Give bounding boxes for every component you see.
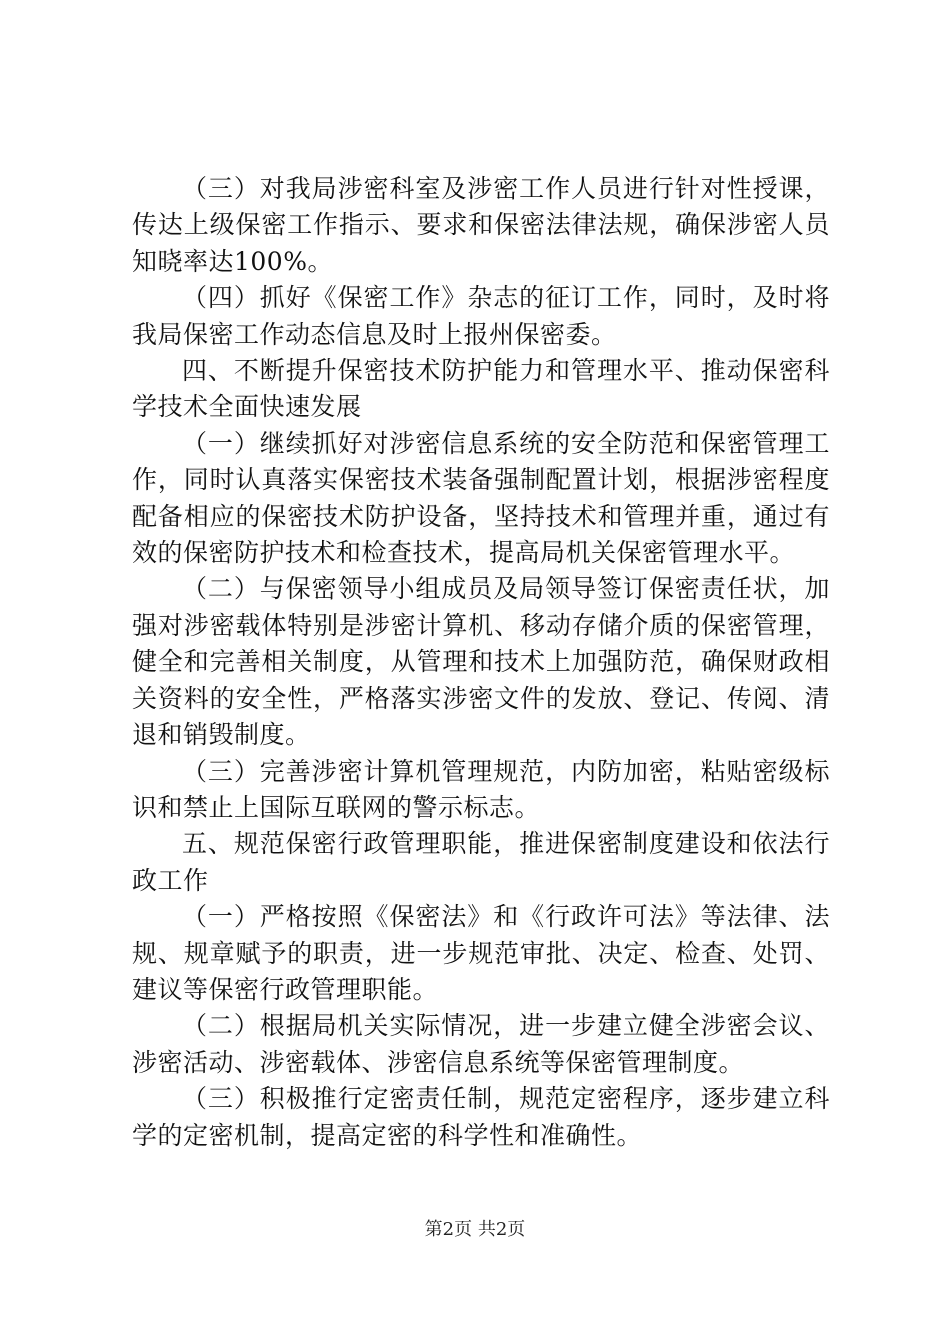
document-body [132, 171, 830, 1154]
paragraph: （三）对我局涉密科室及涉密工作人员进行针对性授课，传达上级保密工作指示、要求和保密法律法规，确保涉密人员知晓率达100%。 [132, 174, 830, 276]
paragraph: （一）继续抓好对涉密信息系统的安全防范和保密管理工作，同时认真落实保密技术装备强制配置计划，根据涉密程度配备相应的保密技术防护设备，坚持技术和管理并重，通过有效的保密防护技术和检查技术，提高局机关保密管理水平。 [132, 428, 830, 568]
page-footer [0, 1215, 950, 1241]
paragraph: （二）根据局机关实际情况，进一步建立健全涉密会议、涉密活动、涉密载体、涉密信息系统等保密管理制度。 [132, 1011, 830, 1077]
paragraph: （三）完善涉密计算机管理规范，内防加密，粘贴密级标识和禁止上国际互联网的警示标志。 [132, 756, 830, 822]
section-heading: 四、不断提升保密技术防护能力和管理水平、推动保密科学技术全面快速发展 [132, 356, 830, 422]
page-number: 第2页 共2页 [424, 1219, 526, 1240]
paragraph: （三）积极推行定密责任制，规范定密程序，逐步建立科学的定密机制，提高定密的科学性和准确性。 [132, 1084, 830, 1150]
section-heading: 五、规范保密行政管理职能，推进保密制度建设和依法行政工作 [132, 829, 830, 895]
paragraph: （二）与保密领导小组成员及局领导签订保密责任状，加强对涉密载体特别是涉密计算机、移动存储介质的保密管理，健全和完善相关制度，从管理和技术上加强防范，确保财政相关资料的安全性，严格落实涉密文件的发放、登记、传阅、清退和销毁制度。 [132, 574, 830, 750]
paragraph: （一）严格按照《保密法》和《行政许可法》等法律、法规、规章赋予的职责，进一步规范审批、决定、检查、处罚、建议等保密行政管理职能。 [132, 902, 830, 1004]
paragraph: （四）抓好《保密工作》杂志的征订工作，同时，及时将我局保密工作动态信息及时上报州保密委。 [132, 283, 830, 349]
